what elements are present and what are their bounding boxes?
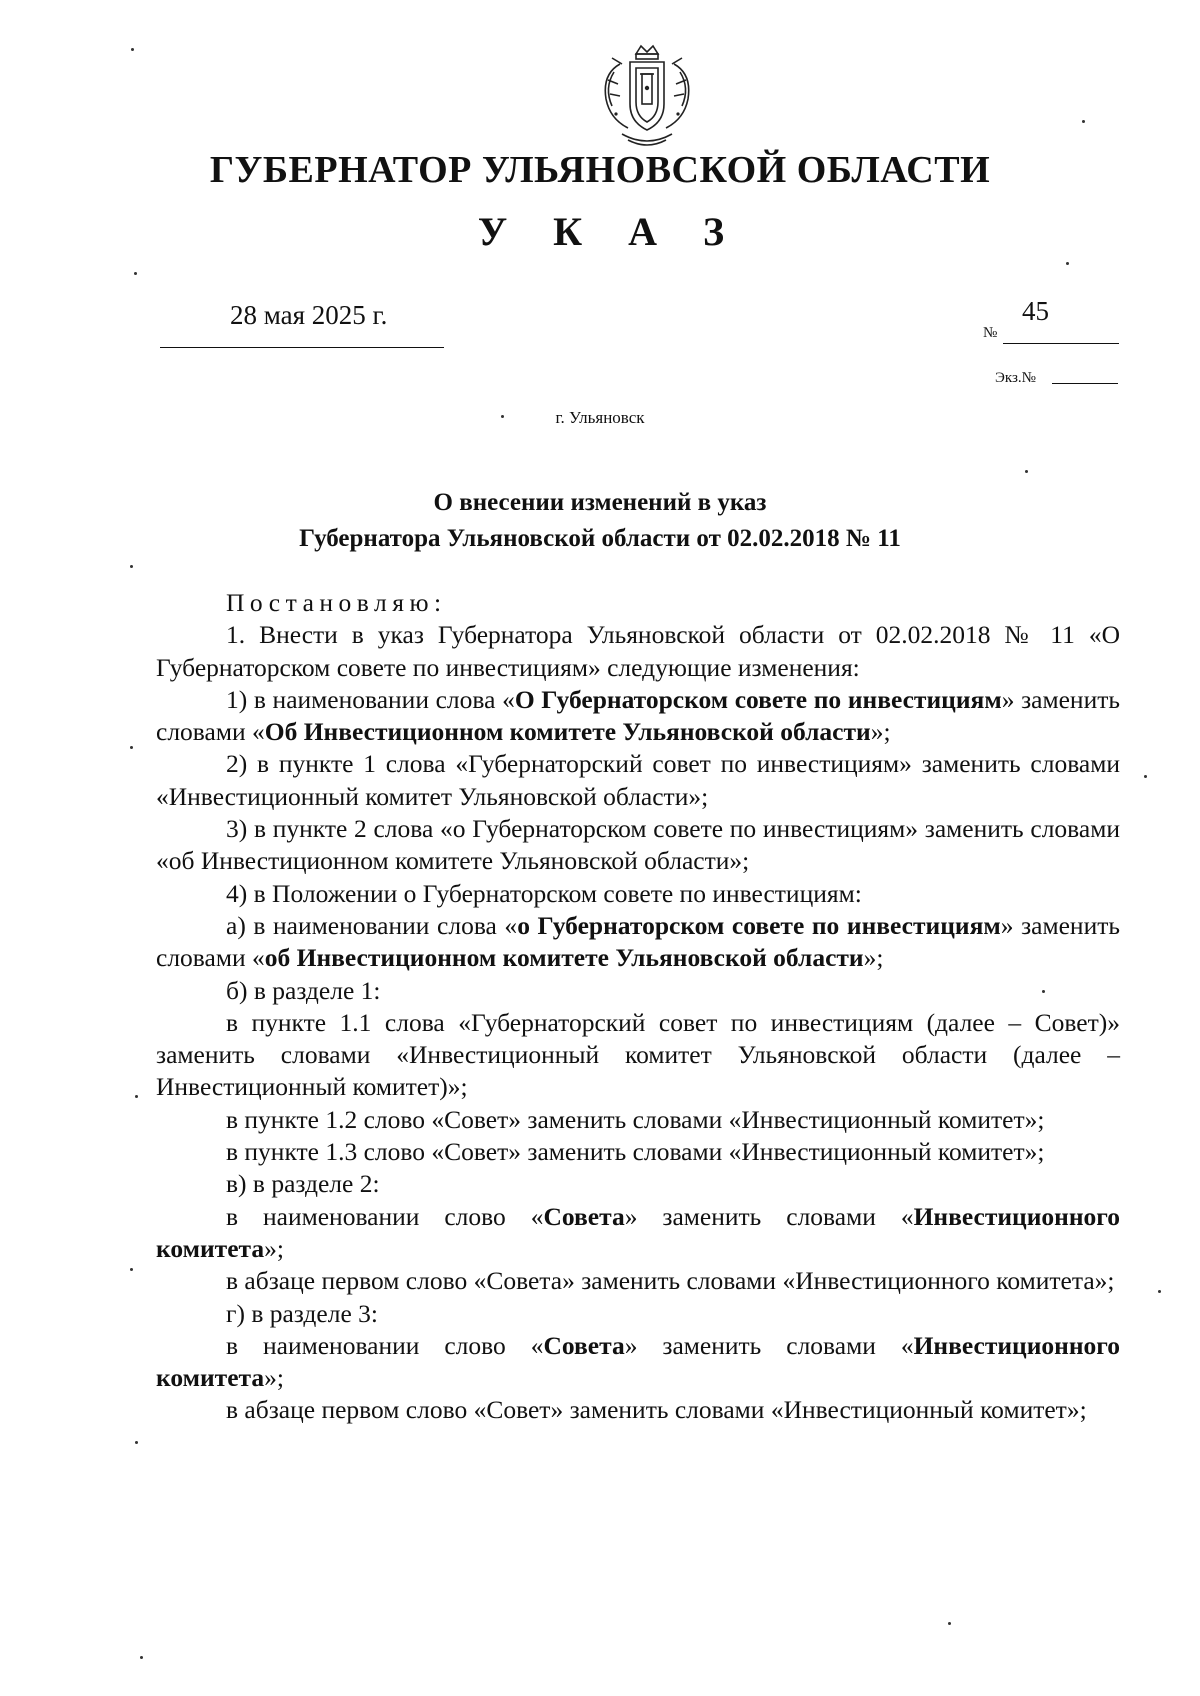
- scan-speck: [501, 415, 504, 418]
- scan-speck: [1025, 470, 1028, 473]
- paragraph: в пункте 1.2 слово «Совет» заменить словами «Инвестиционный комитет»;: [226, 1104, 1045, 1134]
- scan-speck: [1042, 990, 1045, 993]
- paragraph: в пункте 1.1 слова «Губернаторский совет по инвестициям (далее – Совет)» заменить словами «Инвестиционный комитет Ульяновской области (далее – Инвестиционный комитет)»;: [156, 1007, 1120, 1102]
- scan-speck: [948, 1622, 951, 1625]
- subject-line-1: О внесении изменений в указ: [433, 489, 767, 516]
- copy-number-underline: [1052, 383, 1118, 384]
- scan-speck: [140, 1656, 143, 1659]
- scan-speck: [1066, 262, 1069, 265]
- decree-date: 28 мая 2025 г.: [230, 300, 388, 330]
- decree-title: У К А З: [477, 209, 743, 254]
- scan-speck: [135, 1441, 138, 1444]
- paragraph: а) в наименовании слова «о Губернаторском совете по инвестициям» заменить словами «об Инвестиционном комитете Ульяновской области»;: [156, 910, 1120, 973]
- scan-speck: [131, 48, 134, 51]
- paragraph: в наименовании слово «Совета» заменить словами «Инвестиционного комитета»;: [156, 1201, 1121, 1263]
- decree-subject: [0, 485, 1200, 557]
- authority-title: ГУБЕРНАТОР УЛЬЯНОВСКОЙ ОБЛАСТИ: [209, 149, 991, 191]
- decree-word: Постановляю:: [226, 588, 447, 617]
- paragraph: 2) в пункте 1 слова «Губернаторский совет по инвестициям» заменить словами «Инвестиционный комитет Ульяновской области»;: [156, 749, 1120, 811]
- subject-line-2: Губернатора Ульяновской области от 02.02.2018 № 11: [299, 525, 901, 552]
- paragraph: 3) в пункте 2 слова «о Губернаторском совете по инвестициям» заменить словами «об Инвестиционном комитете Ульяновской области»;: [156, 814, 1120, 876]
- paragraph: г) в разделе 3:: [226, 1298, 378, 1328]
- city: г. Ульяновск: [555, 408, 645, 427]
- scan-speck: [130, 565, 133, 568]
- paragraph: в) в разделе 2:: [226, 1169, 380, 1199]
- number-label: №: [983, 325, 998, 341]
- scan-speck: [1144, 775, 1147, 778]
- number-underline: [1003, 343, 1119, 344]
- paragraph: в пункте 1.3 слово «Совет» заменить словами «Инвестиционный комитет»;: [226, 1137, 1045, 1167]
- coat-of-arms-icon: [592, 44, 702, 152]
- scan-speck: [1082, 120, 1085, 123]
- copy-number-label: Экз.№: [995, 370, 1036, 386]
- date-underline: [160, 347, 444, 348]
- scan-speck: [134, 272, 137, 275]
- paragraph: б) в разделе 1:: [226, 975, 381, 1005]
- scan-speck: [135, 1095, 138, 1098]
- paragraph: 1. Внести в указ Губернатора Ульяновской области от 02.02.2018 № 11 «О Губернаторском совете по инвестициям» следующие изменения:: [156, 620, 1120, 682]
- scan-speck: [1158, 1290, 1161, 1293]
- scan-speck: [130, 746, 133, 749]
- decree-number: 45: [1022, 296, 1049, 326]
- paragraph: в абзаце первом слово «Совета» заменить словами «Инвестиционного комитета»;: [226, 1266, 1115, 1296]
- paragraph: 4) в Положении о Губернаторском совете по инвестициям:: [226, 878, 862, 908]
- paragraph: в абзаце первом слово «Совет» заменить словами «Инвестиционный комитет»;: [226, 1395, 1087, 1425]
- decree-body: [156, 587, 1120, 1427]
- paragraph: в наименовании слово «Совета» заменить словами «Инвестиционного комитета»;: [156, 1330, 1121, 1393]
- scan-speck: [130, 1268, 133, 1271]
- paragraph: 1) в наименовании слова «О Губернаторском совете по инвестициям» заменить словами «Об Инвестиционном комитете Ульяновской области»;: [156, 684, 1120, 747]
